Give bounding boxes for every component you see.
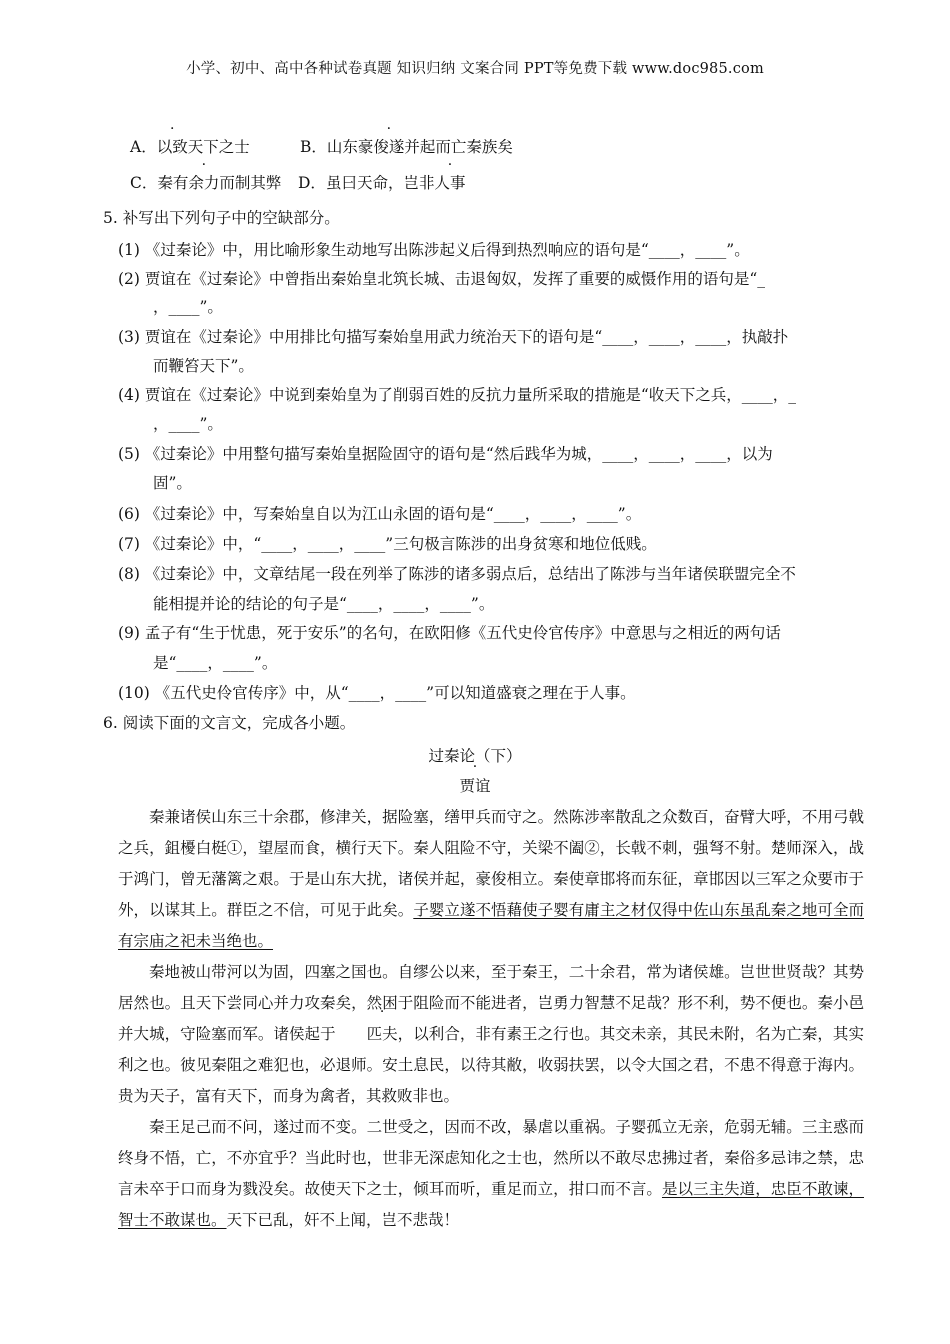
dotted-text: 贾谊: [459, 777, 491, 795]
essay-body: [118, 802, 864, 1236]
q5-item-cont: 是“____，____”。: [153, 654, 278, 672]
q5-item: (2) 贾谊在《过秦论》中曾指出秦始皇北筑长城、击退匈奴，发挥了重要的威慑作用的语句是“_: [118, 270, 766, 288]
question-6-title: 6. 阅读下面的文言文，完成各小题。: [103, 714, 356, 732]
q5-item: (4) 贾谊在《过秦论》中说到秦始皇为了削弱百姓的反抗力量所采取的措施是“收天下之兵，____，_: [118, 386, 797, 404]
page-header: 小学、初中、高中各种试卷真题 知识归纳 文案合同 PPT等免费下载 www.doc985.com: [186, 61, 764, 77]
q5-item: (9) 孟子有“生于忧患，死于安乐”的名句，在欧阳修《五代史伶官传序》中意思与之相近的两句话: [118, 624, 781, 642]
essay-title: 过秦论（下）: [428, 747, 522, 765]
option-b: B．山东豪俊遂并起而亡秦族矣: [300, 138, 513, 156]
essay-author: [0, 774, 950, 796]
q5-item: (6) 《过秦论》中，写秦始皇自以为江山永固的语句是“____，____，____”。: [118, 505, 642, 523]
q5-item: (1) 《过秦论》中，用比喻形象生动地写出陈涉起义后得到热烈响应的语句是“____，____”。: [118, 241, 750, 259]
dotted-text: 余力: [188, 174, 220, 192]
q5-item: (5) 《过秦论》中用整句描写秦始皇据险固守的语句是“然后践华为城，____，____，____，以为: [118, 445, 773, 463]
q5-item: (10) 《五代史伶官传序》中，从“____，____”可以知道盛衰之理在于人事。: [118, 684, 636, 702]
q5-item: (7) 《过秦论》中，“____，____，____”三句极言陈涉的出身贫寒和地位低贱。: [118, 535, 657, 553]
option-c: C．秦有余力而制其弊: [130, 174, 282, 192]
paragraph-2: 秦地被山带河以为固，四塞之国也。自缪公以来，至于秦王，二十余君，常为诸侯雄。岂世世贤哉？其势居然也。且天下尝同心并力攻秦矣，然困于阻险而不能进者，岂勇力智慧不足哉？形不利，势不便也。秦小邑并大城，守险塞而军。诸侯起于 匹夫，以利合，非有素王之行也。其交未亲，其民未附，名为亡秦，其实利之也。彼见秦阻之难犯也，必退师。安土息民，以待其敝，收弱扶罢，以令大国之君，不患不得意于海内。贵为天子，富有天下，而身为禽者，其救败非也。: [118, 963, 864, 1105]
paragraph-1: 秦兼诸侯山东三十余郡，修津关，据险塞，缮甲兵而守之。然陈涉率散乱之众数百，奋臂大呼，不用弓戟之兵，鉏櫌白梃①，望屋而食，横行天下。秦人阻险不守，关梁不阖②，长戟不刺，强弩不射。楚师深入，战于鸿门，曾无藩篱之艰。于是山东大扰，诸侯并起，豪俊相立。秦使章邯将而东征，章邯因以三军之众要市于外，以谋其上。群臣之不信，可见于此矣。子婴立遂不悟藉使子婴有庸主之材仅得中佐山东虽乱秦之地可全而有宗庙之祀未当绝也。: [118, 808, 864, 950]
option-d: D．虽曰天命，岂非人事: [298, 174, 466, 192]
q5-item-cont: ，____”。: [153, 415, 223, 433]
underlined-sentence: 是以三主失道，忠臣不敢谏，智士不敢谋也。: [118, 1180, 864, 1229]
paragraph-3: 秦王足己而不问，遂过而不变。二世受之，因而不改，暴虐以重祸。子婴孤立无亲，危弱无辅。三主惑而终身不悟，亡，不亦宜乎？当此时也，世非无深虑知化之士也，然所以不敢尽忠拂过者，秦俗多忌讳之禁，忠言未卒于口而身为戮没矣。故使天下之士，倾耳而听，重足而立，拑口而不言。是以三主失道，忠臣不敢谏，智士不敢谋也。天下已乱，奸不上闻，岂不悲哉！: [118, 1118, 864, 1229]
dotted-text: 人事: [434, 174, 466, 192]
q5-item-cont: ，____”。: [153, 298, 223, 316]
q5-item-cont: 而鞭笞天下”。: [153, 357, 254, 375]
q5-item: (3) 贾谊在《过秦论》中用排比句描写秦始皇用武力统治天下的语句是“____，____，____，执敲扑: [118, 328, 789, 346]
dotted-text: 以致: [156, 138, 188, 156]
option-a: A．以致天下之士: [130, 138, 250, 156]
q5-item-cont: 固”。: [153, 474, 192, 492]
question-5-title: 5. 补写出下列句子中的空缺部分。: [103, 209, 340, 227]
underlined-sentence: 子婴立遂不悟藉使子婴有庸主之材仅得中佐山东虽乱秦之地可全而有宗庙之祀未当绝也。: [118, 901, 864, 950]
dotted-text: 俊遂: [373, 138, 405, 156]
dotted-text: 匹夫: [366, 1025, 398, 1043]
q5-item: (8) 《过秦论》中，文章结尾一段在列举了陈涉的诸多弱点后，总结出了陈涉与当年诸侯联盟完全不: [118, 565, 796, 583]
q5-item-cont: 能相提并论的结论的句子是“____，____，____”。: [153, 595, 495, 613]
